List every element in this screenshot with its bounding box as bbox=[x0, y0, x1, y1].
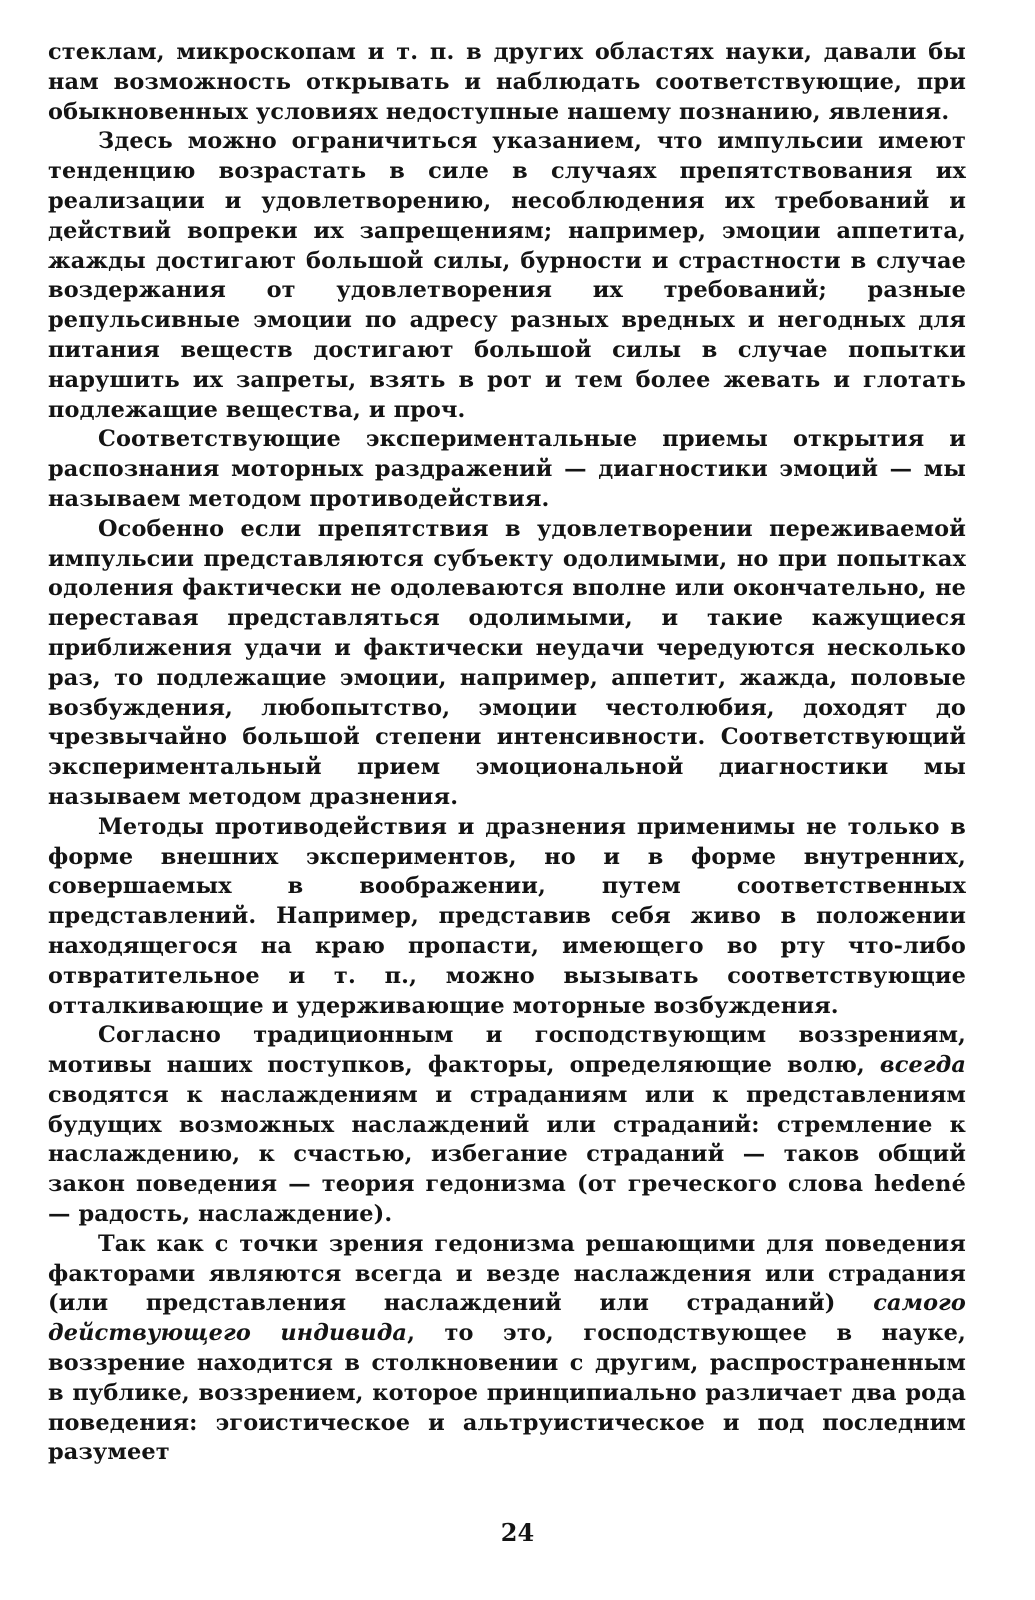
paragraph-7 bbox=[48, 1230, 966, 1468]
paragraph-6 bbox=[48, 1021, 966, 1230]
paragraph-6-italic-always: всегда bbox=[879, 1052, 966, 1079]
paragraph-6-text-a: Согласно традиционным и господствующим воззрениям, мотивы наших поступков, факторы, определяющие волю, bbox=[48, 1022, 966, 1079]
paragraph-7-text-b: , то это, господствующее в науке, воззрение находится в столкновении с другим, распространенным в публике, воззрением, которое принципиально различает два рода поведения: эгоистическое и альтруистическое и под последним разумеет bbox=[48, 1320, 966, 1466]
page-number: 24 bbox=[500, 1518, 535, 1547]
paragraph-5-text: Методы противодействия и дразнения применимы не только в форме внешних экспериментов, но и в форме внутренних, совершаемых в воображении, путем соответственных представлений. Например, представив себя живо в положении находящегося на краю пропасти, имеющего во рту что-либо отвратительное и т. п., можно вызывать соответствующие отталкивающие и удерживающие моторные возбуждения. bbox=[48, 813, 966, 1019]
paragraph-6-text-b: сводятся к наслаждениям и страданиям или к представлениям будущих возможных наслаждений или страданий: стремление к наслаждению, к счастью, избегание страданий — таков общий закон поведения — теория гедонизма (от греческого слова hedené — радость, наслаждение). bbox=[48, 1081, 966, 1228]
paragraph-2 bbox=[48, 127, 966, 425]
paragraph-3-text: Соответствующие экспериментальные приемы открытия и распознания моторных раздражений — диагностики эмоций — мы называем методом противодействия. bbox=[48, 426, 966, 512]
page-body bbox=[48, 38, 966, 1468]
paragraph-1 bbox=[48, 38, 966, 127]
paragraph-7-text-a: Так как с точки зрения гедонизма решающими для поведения факторами являются всегда и везде наслаждения или страдания (или представления наслаждений или страданий) bbox=[48, 1230, 966, 1317]
paragraph-4-text: Особенно если препятствия в удовлетворении переживаемой импульсии представляются субъекту одолимыми, но при попытках одоления фактически не одолеваются вполне или окончательно, не переставая представляться одолимыми, и такие кажущиеся приближения удачи и фактически неудачи чередуются несколько раз, то подлежащие эмоции, например, аппетит, жажда, половые возбуждения, любопытство, эмоции честолюбия, доходят до чрезвычайно большой степени интенсивности. Соответствующий экспериментальный прием эмоциональной диагностики мы называем методом дразнения. bbox=[48, 515, 966, 810]
paragraph-3 bbox=[48, 425, 966, 514]
paragraph-4 bbox=[48, 515, 966, 813]
paragraph-5 bbox=[48, 813, 966, 1022]
paragraph-1-text: стеклам, микроскопам и т. п. в других областях науки, давали бы нам возможность открывать и наблюдать соответствующие, при обыкновенных условиях недоступные нашему познанию, явления. bbox=[48, 39, 966, 125]
paragraph-2-text: Здесь можно ограничиться указанием, что импульсии имеют тенденцию возрастать в силе в случаях препятствования их реализации и удовлетворению, несоблюдения их требований и действий вопреки их запрещениям; например, эмоции аппетита, жажды достигают большой силы, бурности и страстности в случае воздержания от удовлетворения их требований; разные репульсивные эмоции по адресу разных вредных и негодных для питания веществ достигают большой силы в случае попытки нарушить их запреты, взять в рот и тем более жевать и глотать подлежащие вещества, и проч. bbox=[48, 128, 966, 423]
paragraph-7-italic-individual: самого действующего индивида bbox=[48, 1290, 966, 1347]
